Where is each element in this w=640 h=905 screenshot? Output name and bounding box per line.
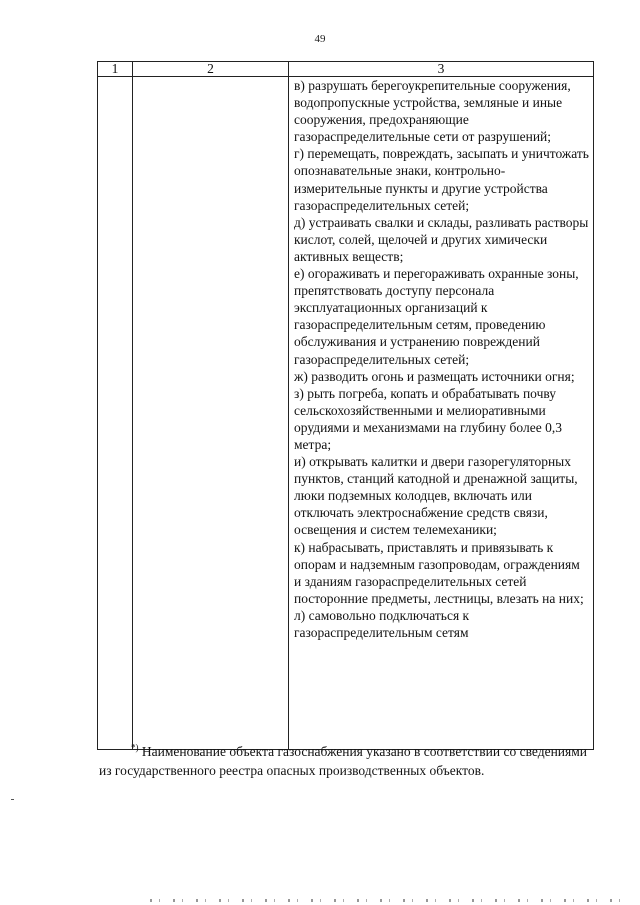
- list-item-d: д) устраивать свалки и склады, разливать растворы кислот, солей, щелочей и других химически активных веществ;: [294, 214, 589, 264]
- scan-artifact-mark: [11, 799, 14, 800]
- list-item-i: и) открывать калитки и двери газорегуляторных пунктов, станций катодной и дренажной защиты, люки подземных колодцев, включать или отключать электроснабжение средств связи, освещения и систем телемеханики;: [294, 454, 578, 538]
- list-item-l: л) самовольно подключаться к газораспределительным сетям: [294, 607, 470, 640]
- list-item-g: г) перемещать, повреждать, засыпать и уничтожать опознавательные знаки, контрольно-измерительные пункты и другие устройства газораспределительных сетей;: [294, 146, 589, 213]
- list-item-zh: ж) разводить огонь и размещать источники огня;: [294, 368, 575, 384]
- column-header-1: 1: [98, 62, 133, 77]
- list-item-e: е) огораживать и перегораживать охранные зоны, препятствовать доступу персонала эксплуатационных организаций к газораспределительным сетям, проведению обслуживания и устранению повреждений газораспределительных сетей;: [294, 266, 579, 367]
- footnote: [99, 743, 587, 780]
- document-table: [97, 61, 594, 750]
- list-item-k: к) набрасывать, приставлять и привязывать к опорам и надземным газопроводам, ограждениям и зданиям газораспределительных сетей посторонние предметы, лестницы, влезать на них;: [294, 539, 584, 606]
- list-item-z: з) рыть погреба, копать и обрабатывать почву сельскохозяйственными и мелиоративными орудиями и механизмами на глубину более 0,3 метра;: [294, 385, 562, 452]
- cell-col2: [133, 77, 289, 750]
- list-item-v: в) разрушать берегоукрепительные сооружения, водопропускные устройства, земляные и иные сооружения, предохраняющие газораспределительные сети от разрушений;: [294, 78, 571, 145]
- table-row: [98, 77, 594, 750]
- footnote-mark: *): [131, 742, 139, 753]
- column-header-2: 2: [133, 62, 289, 77]
- column-header-3: 3: [289, 62, 594, 77]
- scan-artifact-line: [150, 899, 620, 902]
- cell-col3: [289, 77, 594, 750]
- table-header-row: [98, 62, 594, 77]
- cell-col1: [98, 77, 133, 750]
- page-number: 49: [314, 33, 326, 45]
- footnote-text: Наименование объекта газоснабжения указано в соответствии со сведениями из государственного реестра опасных производственных объектов.: [99, 744, 587, 778]
